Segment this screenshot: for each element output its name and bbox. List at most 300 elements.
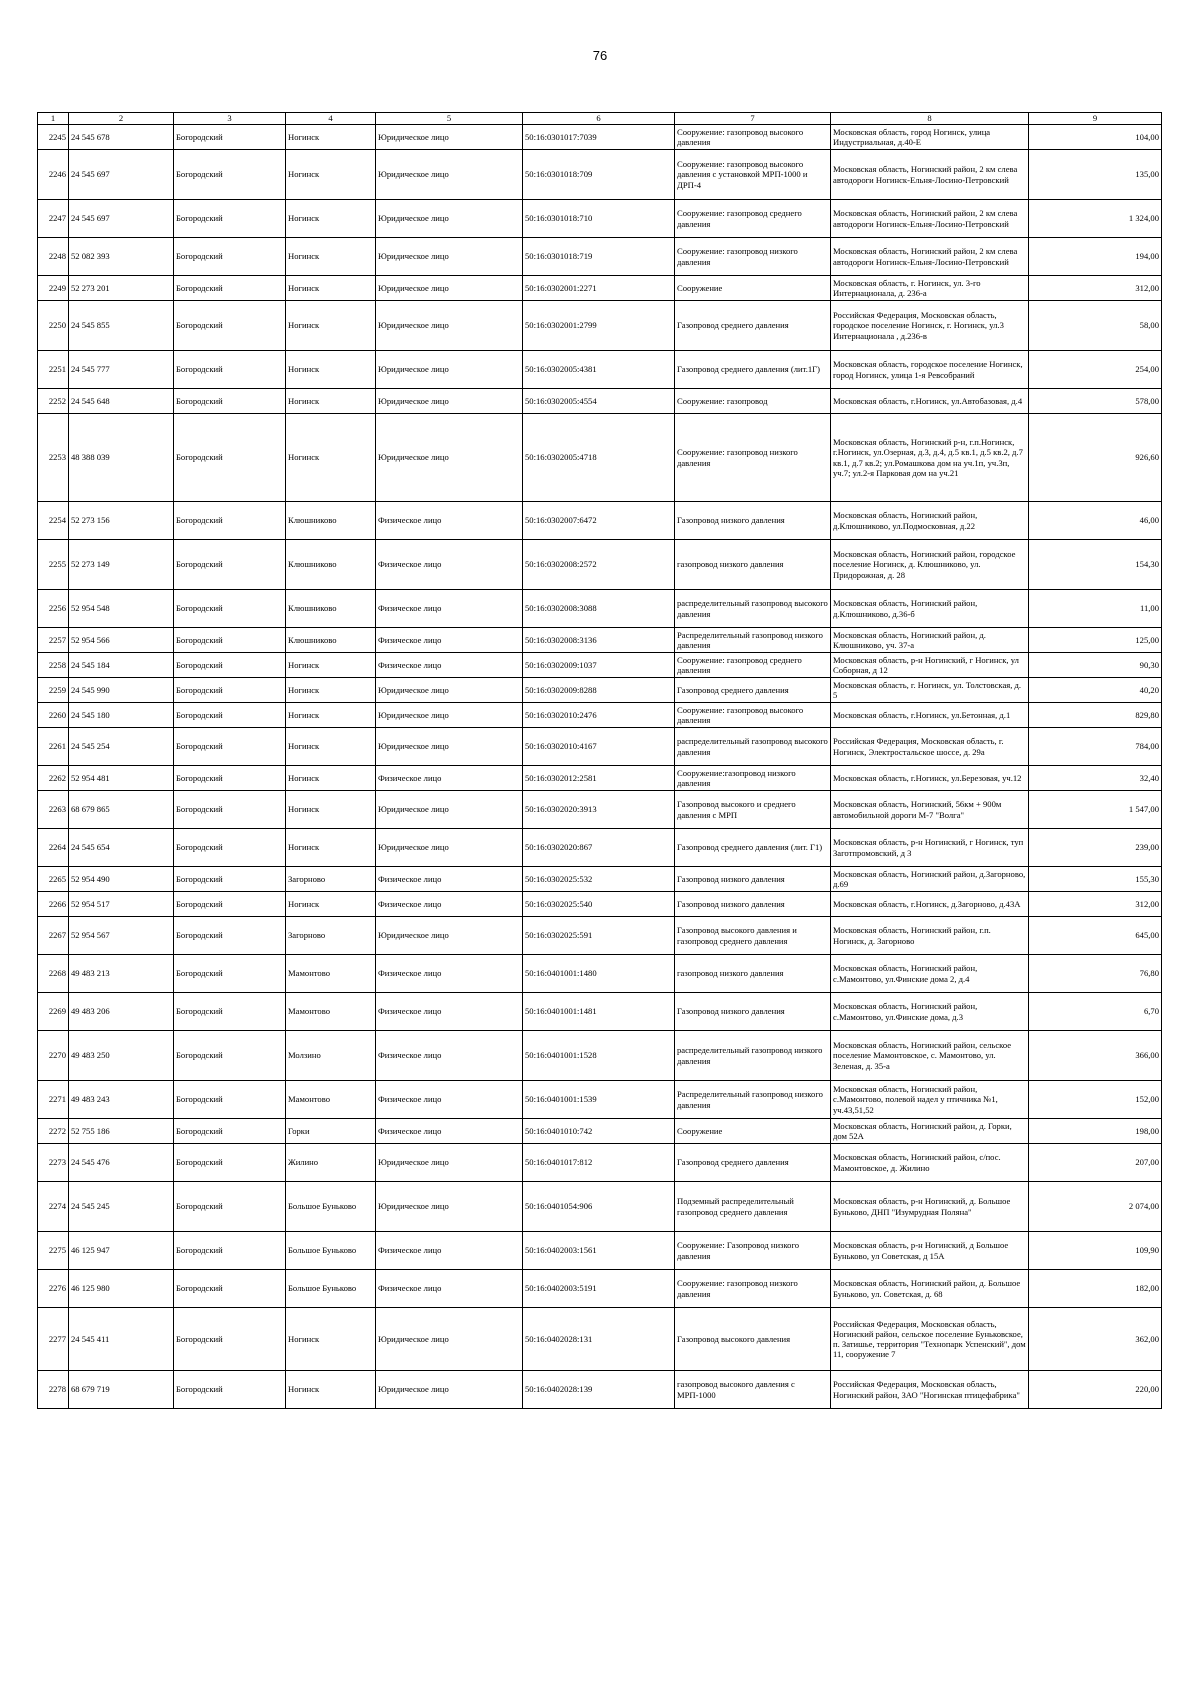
table-row: [38, 1371, 1162, 1409]
district-cell: Богородский: [174, 301, 286, 351]
object-name-cell: Газопровод среднего давления: [675, 301, 831, 351]
address-cell: Московская область, Ногинский район, с.Мамонтово, полевой надел у птичника №1, уч.43,51,52: [831, 1081, 1029, 1119]
row-number-cell: 2253: [38, 414, 69, 502]
object-name-cell: Газопровод среднего давления: [675, 1144, 831, 1182]
address-cell: Московская область, Ногинский район, с.Мамонтово, ул.Финские дома 2, д.4: [831, 955, 1029, 993]
address-cell: Московская область, Ногинский район, сельское поселение Мамонтовское, с. Мамонтово, ул. Зеленая, д. 35-а: [831, 1031, 1029, 1081]
locality-cell: Ногинск: [286, 238, 376, 276]
district-cell: Богородский: [174, 678, 286, 703]
object-name-cell: распределительный газопровод высокого давления: [675, 590, 831, 628]
address-cell: Московская область, Ногинский район, с.Мамонтово, ул.Финские дома, д.3: [831, 993, 1029, 1031]
locality-cell: Ногинск: [286, 703, 376, 728]
locality-cell: Ногинск: [286, 414, 376, 502]
cadastral-number-cell: 50:16:0302008:2572: [523, 540, 675, 590]
length-cell: 312,00: [1029, 892, 1162, 917]
address-cell: Московская область, р-н Ногинский, г Ногинск, туп Заготпромовский, д 3: [831, 829, 1029, 867]
code-cell: 24 545 476: [69, 1144, 174, 1182]
row-number-cell: 2266: [38, 892, 69, 917]
length-cell: 11,00: [1029, 590, 1162, 628]
table-row: [38, 200, 1162, 238]
owner-type-cell: Юридическое лицо: [376, 150, 523, 200]
district-cell: Богородский: [174, 502, 286, 540]
owner-type-cell: Юридическое лицо: [376, 200, 523, 238]
address-cell: Московская область, г. Ногинск, ул. 3-го Интернационала, д. 236-а: [831, 276, 1029, 301]
address-cell: Московская область, Ногинский р-н, г.п.Ногинск, г.Ногинск, ул.Озерная, д.3, д.4, д.5 кв.1, д.5 кв.2, д.7 кв.1, д.7 кв.2; ул.Ромашкова дом на уч.1п, уч.3п, уч.7; ул.2-я Парковая дом на уч.21: [831, 414, 1029, 502]
locality-cell: Ногинск: [286, 276, 376, 301]
column-header: 2: [69, 113, 174, 125]
object-name-cell: Газопровод низкого давления: [675, 892, 831, 917]
column-header: 7: [675, 113, 831, 125]
page-number: 76: [592, 48, 608, 63]
table-row: [38, 276, 1162, 301]
length-cell: 2 074,00: [1029, 1182, 1162, 1232]
row-number-cell: 2251: [38, 351, 69, 389]
owner-type-cell: Юридическое лицо: [376, 125, 523, 150]
owner-type-cell: Физическое лицо: [376, 628, 523, 653]
code-cell: 52 954 567: [69, 917, 174, 955]
length-cell: 104,00: [1029, 125, 1162, 150]
district-cell: Богородский: [174, 993, 286, 1031]
code-cell: 24 545 648: [69, 389, 174, 414]
address-cell: Российская Федерация, Московская область, Ногинский район, сельское поселение Буньковское, п. Затишье, территория "Технопарк Успенский", дом 11, сооружение 7: [831, 1308, 1029, 1371]
row-number-cell: 2268: [38, 955, 69, 993]
address-cell: Московская область, Ногинский, 56км + 900м автомобильной дороги М-7 "Волга": [831, 791, 1029, 829]
cadastral-number-cell: 50:16:0401001:1480: [523, 955, 675, 993]
owner-type-cell: Юридическое лицо: [376, 351, 523, 389]
row-number-cell: 2274: [38, 1182, 69, 1232]
cadastral-number-cell: 50:16:0401001:1539: [523, 1081, 675, 1119]
locality-cell: Клюшниково: [286, 628, 376, 653]
owner-type-cell: Физическое лицо: [376, 540, 523, 590]
code-cell: 46 125 980: [69, 1270, 174, 1308]
code-cell: 68 679 865: [69, 791, 174, 829]
table-row: [38, 867, 1162, 892]
code-cell: 24 545 184: [69, 653, 174, 678]
row-number-cell: 2263: [38, 791, 69, 829]
row-number-cell: 2275: [38, 1232, 69, 1270]
object-name-cell: Газопровод низкого давления: [675, 502, 831, 540]
locality-cell: Ногинск: [286, 200, 376, 238]
row-number-cell: 2254: [38, 502, 69, 540]
owner-type-cell: Юридическое лицо: [376, 917, 523, 955]
cadastral-number-cell: 50:16:0302009:1037: [523, 653, 675, 678]
locality-cell: Ногинск: [286, 678, 376, 703]
code-cell: 52 954 481: [69, 766, 174, 791]
row-number-cell: 2269: [38, 993, 69, 1031]
cadastral-number-cell: 50:16:0302020:3913: [523, 791, 675, 829]
code-cell: 49 483 206: [69, 993, 174, 1031]
owner-type-cell: Физическое лицо: [376, 590, 523, 628]
length-cell: 135,00: [1029, 150, 1162, 200]
cadastral-number-cell: 50:16:0302010:2476: [523, 703, 675, 728]
address-cell: Российская Федерация, Московская область, Ногинский район, ЗАО "Ногинская птицефабрика": [831, 1371, 1029, 1409]
cadastral-number-cell: 50:16:0402028:139: [523, 1371, 675, 1409]
object-name-cell: Сооружение: газопровод среднего давления: [675, 200, 831, 238]
table-row: [38, 1144, 1162, 1182]
row-number-cell: 2270: [38, 1031, 69, 1081]
address-cell: Московская область, Ногинский район, 2 км слева автодороги Ногинск-Ельня-Лосино-Петровский: [831, 150, 1029, 200]
table-row: [38, 1270, 1162, 1308]
object-name-cell: Сооружение: [675, 276, 831, 301]
length-cell: 312,00: [1029, 276, 1162, 301]
address-cell: Московская область, Ногинский район, д.Клюшниково, ул.Подмосковная, д.22: [831, 502, 1029, 540]
column-header: 5: [376, 113, 523, 125]
owner-type-cell: Юридическое лицо: [376, 678, 523, 703]
district-cell: Богородский: [174, 829, 286, 867]
row-number-cell: 2264: [38, 829, 69, 867]
length-cell: 220,00: [1029, 1371, 1162, 1409]
owner-type-cell: Юридическое лицо: [376, 414, 523, 502]
table-row: [38, 1182, 1162, 1232]
locality-cell: Мамонтово: [286, 993, 376, 1031]
column-header: 1: [38, 113, 69, 125]
owner-type-cell: Физическое лицо: [376, 766, 523, 791]
district-cell: Богородский: [174, 1182, 286, 1232]
district-cell: Богородский: [174, 414, 286, 502]
cadastral-number-cell: 50:16:0302025:591: [523, 917, 675, 955]
object-name-cell: Газопровод высокого давления и газопровод среднего давления: [675, 917, 831, 955]
table-row: [38, 892, 1162, 917]
object-name-cell: Сооружение: газопровод высокого давления с установкой МРП-1000 и ДРП-4: [675, 150, 831, 200]
cadastral-number-cell: 50:16:0401054:906: [523, 1182, 675, 1232]
district-cell: Богородский: [174, 1081, 286, 1119]
row-number-cell: 2276: [38, 1270, 69, 1308]
row-number-cell: 2262: [38, 766, 69, 791]
address-cell: Московская область, г.Ногинск, ул.Бетонная, д.1: [831, 703, 1029, 728]
table-row: [38, 414, 1162, 502]
code-cell: 49 483 243: [69, 1081, 174, 1119]
cadastral-number-cell: 50:16:0302001:2271: [523, 276, 675, 301]
column-header: 3: [174, 113, 286, 125]
locality-cell: Ногинск: [286, 389, 376, 414]
code-cell: 52 954 490: [69, 867, 174, 892]
length-cell: 926,60: [1029, 414, 1162, 502]
cadastral-number-cell: 50:16:0401017:812: [523, 1144, 675, 1182]
district-cell: Богородский: [174, 1232, 286, 1270]
district-cell: Богородский: [174, 389, 286, 414]
length-cell: 6,70: [1029, 993, 1162, 1031]
table-row: [38, 351, 1162, 389]
owner-type-cell: Юридическое лицо: [376, 1144, 523, 1182]
object-name-cell: Сооружение: газопровод среднего давления: [675, 653, 831, 678]
code-cell: 24 545 990: [69, 678, 174, 703]
address-cell: Московская область, Ногинский район, д. Большое Буньково, ул. Советская, д. 68: [831, 1270, 1029, 1308]
district-cell: Богородский: [174, 1270, 286, 1308]
locality-cell: Мамонтово: [286, 1081, 376, 1119]
locality-cell: Ногинск: [286, 791, 376, 829]
owner-type-cell: Юридическое лицо: [376, 829, 523, 867]
district-cell: Богородский: [174, 540, 286, 590]
object-name-cell: Газопровод низкого давления: [675, 867, 831, 892]
length-cell: 154,30: [1029, 540, 1162, 590]
length-cell: 90,30: [1029, 653, 1162, 678]
code-cell: 24 545 697: [69, 150, 174, 200]
locality-cell: Клюшниково: [286, 502, 376, 540]
length-cell: 239,00: [1029, 829, 1162, 867]
object-name-cell: Сооружение: газопровод низкого давления: [675, 1270, 831, 1308]
owner-type-cell: Юридическое лицо: [376, 301, 523, 351]
length-cell: 194,00: [1029, 238, 1162, 276]
owner-type-cell: Юридическое лицо: [376, 728, 523, 766]
code-cell: 24 545 697: [69, 200, 174, 238]
length-cell: 109,90: [1029, 1232, 1162, 1270]
district-cell: Богородский: [174, 125, 286, 150]
address-cell: Московская область, р-н Ногинский, д. Большое Буньково, ДНП "Изумрудная Поляна": [831, 1182, 1029, 1232]
locality-cell: Загорново: [286, 867, 376, 892]
object-name-cell: Сооружение: газопровод высокого давления: [675, 125, 831, 150]
length-cell: 578,00: [1029, 389, 1162, 414]
locality-cell: Ногинск: [286, 728, 376, 766]
cadastral-number-cell: 50:16:0302012:2581: [523, 766, 675, 791]
district-cell: Богородский: [174, 955, 286, 993]
table-row: [38, 628, 1162, 653]
district-cell: Богородский: [174, 276, 286, 301]
table-row: [38, 590, 1162, 628]
object-name-cell: газопровод низкого давления: [675, 955, 831, 993]
cadastral-number-cell: 50:16:0302005:4554: [523, 389, 675, 414]
owner-type-cell: Физическое лицо: [376, 1270, 523, 1308]
table-row: [38, 766, 1162, 791]
code-cell: 52 954 566: [69, 628, 174, 653]
code-cell: 24 545 678: [69, 125, 174, 150]
cadastral-number-cell: 50:16:0302007:6472: [523, 502, 675, 540]
cadastral-number-cell: 50:16:0401010:742: [523, 1119, 675, 1144]
cadastral-number-cell: 50:16:0302010:4167: [523, 728, 675, 766]
row-number-cell: 2277: [38, 1308, 69, 1371]
object-name-cell: Сооружение: газопровод высокого давления: [675, 703, 831, 728]
row-number-cell: 2255: [38, 540, 69, 590]
object-name-cell: Газопровод среднего давления (лит. Г1): [675, 829, 831, 867]
locality-cell: Молзино: [286, 1031, 376, 1081]
code-cell: 24 545 411: [69, 1308, 174, 1371]
locality-cell: Мамонтово: [286, 955, 376, 993]
table-row: [38, 502, 1162, 540]
row-number-cell: 2256: [38, 590, 69, 628]
table-row: [38, 540, 1162, 590]
table-row: [38, 829, 1162, 867]
address-cell: Московская область, Ногинский район, городское поселение Ногинск, д. Клюшниково, ул. Придорожная, д. 28: [831, 540, 1029, 590]
row-number-cell: 2252: [38, 389, 69, 414]
length-cell: 366,00: [1029, 1031, 1162, 1081]
cadastral-number-cell: 50:16:0302005:4718: [523, 414, 675, 502]
cadastral-number-cell: 50:16:0401001:1481: [523, 993, 675, 1031]
code-cell: 52 755 186: [69, 1119, 174, 1144]
length-cell: 125,00: [1029, 628, 1162, 653]
cadastral-number-cell: 50:16:0301017:7039: [523, 125, 675, 150]
code-cell: 24 545 180: [69, 703, 174, 728]
cadastral-number-cell: 50:16:0401001:1528: [523, 1031, 675, 1081]
row-number-cell: 2247: [38, 200, 69, 238]
owner-type-cell: Юридическое лицо: [376, 276, 523, 301]
object-name-cell: распределительный газопровод низкого давления: [675, 1031, 831, 1081]
locality-cell: Клюшниково: [286, 540, 376, 590]
code-cell: 46 125 947: [69, 1232, 174, 1270]
column-header: 8: [831, 113, 1029, 125]
locality-cell: Ногинск: [286, 1371, 376, 1409]
object-name-cell: Газопровод высокого давления: [675, 1308, 831, 1371]
address-cell: Московская область, Ногинский район, д. Горки, дом 52А: [831, 1119, 1029, 1144]
table-row: [38, 301, 1162, 351]
address-cell: Московская область, Ногинский район, д.Загорново, д.69: [831, 867, 1029, 892]
cadastral-number-cell: 50:16:0302025:540: [523, 892, 675, 917]
locality-cell: Клюшниково: [286, 590, 376, 628]
cadastral-number-cell: 50:16:0302005:4381: [523, 351, 675, 389]
district-cell: Богородский: [174, 1144, 286, 1182]
table-row: [38, 791, 1162, 829]
address-cell: Московская область, г.Ногинск, ул.Березовая, уч.12: [831, 766, 1029, 791]
table-row: [38, 993, 1162, 1031]
row-number-cell: 2259: [38, 678, 69, 703]
row-number-cell: 2271: [38, 1081, 69, 1119]
table-row: [38, 1308, 1162, 1371]
cadastral-number-cell: 50:16:0302025:532: [523, 867, 675, 892]
row-number-cell: 2265: [38, 867, 69, 892]
owner-type-cell: Физическое лицо: [376, 1232, 523, 1270]
cadastral-number-cell: 50:16:0302001:2799: [523, 301, 675, 351]
table-row: [38, 728, 1162, 766]
length-cell: 1 547,00: [1029, 791, 1162, 829]
cadastral-number-cell: 50:16:0301018:710: [523, 200, 675, 238]
district-cell: Богородский: [174, 590, 286, 628]
locality-cell: Ногинск: [286, 766, 376, 791]
length-cell: 32,40: [1029, 766, 1162, 791]
district-cell: Богородский: [174, 791, 286, 829]
owner-type-cell: Юридическое лицо: [376, 1308, 523, 1371]
district-cell: Богородский: [174, 1119, 286, 1144]
address-cell: Московская область, Ногинский район, д. Клюшниково, уч. 37-а: [831, 628, 1029, 653]
object-name-cell: Сооружение: [675, 1119, 831, 1144]
owner-type-cell: Физическое лицо: [376, 1119, 523, 1144]
row-number-cell: 2261: [38, 728, 69, 766]
code-cell: 49 483 213: [69, 955, 174, 993]
locality-cell: Горки: [286, 1119, 376, 1144]
length-cell: 182,00: [1029, 1270, 1162, 1308]
row-number-cell: 2260: [38, 703, 69, 728]
locality-cell: Большое Буньково: [286, 1232, 376, 1270]
object-name-cell: распределительный газопровод высокого давления: [675, 728, 831, 766]
column-header: 9: [1029, 113, 1162, 125]
owner-type-cell: Физическое лицо: [376, 955, 523, 993]
code-cell: 24 545 254: [69, 728, 174, 766]
address-cell: Московская область, Ногинский район, 2 км слева автодороги Ногинск-Ельня-Лосино-Петровский: [831, 200, 1029, 238]
column-header: 4: [286, 113, 376, 125]
address-cell: Московская область, г. Ногинск, ул. Толстовская, д. 5: [831, 678, 1029, 703]
owner-type-cell: Юридическое лицо: [376, 238, 523, 276]
row-number-cell: 2258: [38, 653, 69, 678]
length-cell: 254,00: [1029, 351, 1162, 389]
district-cell: Богородский: [174, 917, 286, 955]
table-row: [38, 653, 1162, 678]
length-cell: 784,00: [1029, 728, 1162, 766]
district-cell: Богородский: [174, 1031, 286, 1081]
district-cell: Богородский: [174, 766, 286, 791]
locality-cell: Ногинск: [286, 653, 376, 678]
owner-type-cell: Физическое лицо: [376, 892, 523, 917]
locality-cell: Жилино: [286, 1144, 376, 1182]
object-name-cell: Газопровод низкого давления: [675, 993, 831, 1031]
cadastral-number-cell: 50:16:0302008:3088: [523, 590, 675, 628]
code-cell: 48 388 039: [69, 414, 174, 502]
owner-type-cell: Физическое лицо: [376, 1081, 523, 1119]
code-cell: 52 273 156: [69, 502, 174, 540]
address-cell: Московская область, Ногинский район, д.Клюшниково, д.36-б: [831, 590, 1029, 628]
object-name-cell: Сооружение:газопровод низкого давления: [675, 766, 831, 791]
cadastral-number-cell: 50:16:0402003:5191: [523, 1270, 675, 1308]
registry-body: [38, 125, 1162, 1409]
district-cell: Богородский: [174, 351, 286, 389]
length-cell: 1 324,00: [1029, 200, 1162, 238]
object-name-cell: Распределительный газопровод низкого давления: [675, 628, 831, 653]
owner-type-cell: Юридическое лицо: [376, 1182, 523, 1232]
header-row: [38, 113, 1162, 125]
locality-cell: Ногинск: [286, 125, 376, 150]
object-name-cell: Сооружение: Газопровод низкого давления: [675, 1232, 831, 1270]
code-cell: 49 483 250: [69, 1031, 174, 1081]
length-cell: 829,80: [1029, 703, 1162, 728]
locality-cell: Ногинск: [286, 150, 376, 200]
table-row: [38, 678, 1162, 703]
address-cell: Московская область, р-н Ногинский, г Ногинск, ул Соборная, д 12: [831, 653, 1029, 678]
code-cell: 52 954 517: [69, 892, 174, 917]
locality-cell: Большое Буньково: [286, 1270, 376, 1308]
length-cell: 362,00: [1029, 1308, 1162, 1371]
code-cell: 24 545 654: [69, 829, 174, 867]
owner-type-cell: Физическое лицо: [376, 993, 523, 1031]
table-row: [38, 1119, 1162, 1144]
object-name-cell: Подземный распределительный газопровод среднего давления: [675, 1182, 831, 1232]
code-cell: 52 273 149: [69, 540, 174, 590]
object-name-cell: Распределительный газопровод низкого давления: [675, 1081, 831, 1119]
locality-cell: Загорново: [286, 917, 376, 955]
length-cell: 58,00: [1029, 301, 1162, 351]
code-cell: 52 954 548: [69, 590, 174, 628]
cadastral-number-cell: 50:16:0402028:131: [523, 1308, 675, 1371]
row-number-cell: 2272: [38, 1119, 69, 1144]
row-number-cell: 2245: [38, 125, 69, 150]
district-cell: Богородский: [174, 867, 286, 892]
table-row: [38, 1232, 1162, 1270]
address-cell: Российская Федерация, Московская область, городское поселение Ногинск, г. Ногинск, ул.3 Интернационала , д.236-в: [831, 301, 1029, 351]
cadastral-number-cell: 50:16:0301018:719: [523, 238, 675, 276]
address-cell: Московская область, Ногинский район, 2 км слева автодороги Ногинск-Ельня-Лосино-Петровский: [831, 238, 1029, 276]
address-cell: Московская область, г.Ногинск, ул.Автобазовая, д.4: [831, 389, 1029, 414]
address-cell: Московская область, городское поселение Ногинск, город Ногинск, улица 1-я Ревсобраний: [831, 351, 1029, 389]
row-number-cell: 2248: [38, 238, 69, 276]
address-cell: Российская Федерация, Московская область, г. Ногинск, Электростальское шоссе, д. 29а: [831, 728, 1029, 766]
owner-type-cell: Физическое лицо: [376, 653, 523, 678]
district-cell: Богородский: [174, 628, 286, 653]
column-header: 6: [523, 113, 675, 125]
district-cell: Богородский: [174, 150, 286, 200]
row-number-cell: 2257: [38, 628, 69, 653]
object-name-cell: Газопровод высокого и среднего давления с МРП: [675, 791, 831, 829]
cadastral-number-cell: 50:16:0301018:709: [523, 150, 675, 200]
locality-cell: Ногинск: [286, 351, 376, 389]
owner-type-cell: Юридическое лицо: [376, 389, 523, 414]
length-cell: 76,80: [1029, 955, 1162, 993]
table-row: [38, 238, 1162, 276]
address-cell: Московская область, город Ногинск, улица Индустриальная, д.40-Е: [831, 125, 1029, 150]
code-cell: 24 545 777: [69, 351, 174, 389]
locality-cell: Ногинск: [286, 301, 376, 351]
object-name-cell: Сооружение: газопровод низкого давления: [675, 414, 831, 502]
length-cell: 645,00: [1029, 917, 1162, 955]
address-cell: Московская область, Ногинский район, с/пос. Мамонтовское, д. Жилино: [831, 1144, 1029, 1182]
address-cell: Московская область, р-н Ногинский, д Большое Буньково, ул Советская, д 15А: [831, 1232, 1029, 1270]
owner-type-cell: Физическое лицо: [376, 867, 523, 892]
district-cell: Богородский: [174, 653, 286, 678]
table-row: [38, 1031, 1162, 1081]
